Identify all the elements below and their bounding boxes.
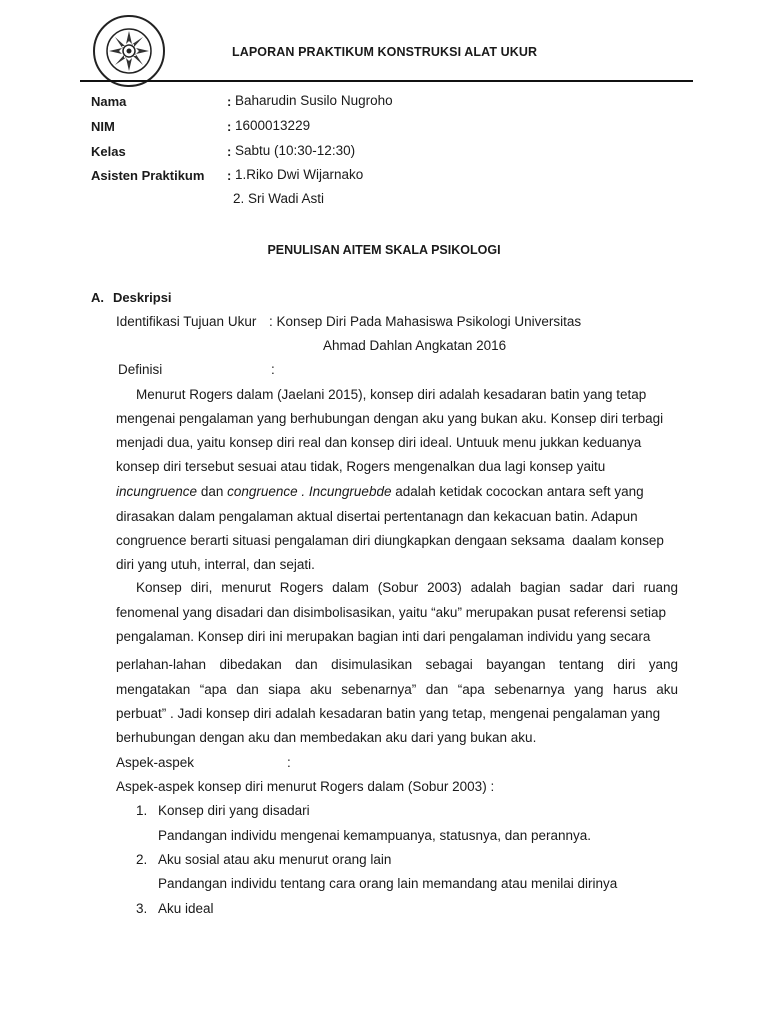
p2-line: mengatakan “apa dan siapa aku sebenarnya” dan “apa sebenarnya yang harus aku <box>116 682 678 697</box>
ident-label: Identifikasi Tujuan Ukur <box>116 314 257 329</box>
list-item-title: Aku sosial atau aku menurut orang lain <box>158 852 392 867</box>
p2-line: fenomenal yang disadari dan disimbolisasikan, yaitu “aku” merupakan pusat referensi setiap <box>116 605 667 620</box>
p1-line: menjadi dua, yaitu konsep diri real dan konsep diri ideal. Untuuk menu jukkan keduanya <box>116 435 642 450</box>
p1-line: congruence berarti situasi pengalaman diri diungkapkan dengaan seksama daalam konsep <box>116 533 664 548</box>
term-incungruence: incungruence <box>116 484 198 499</box>
p1-line: Menurut Rogers dalam (Jaelani 2015), konsep diri adalah kesadaran batin yang tetap <box>136 387 647 402</box>
header-divider <box>80 80 693 82</box>
aspek-colon: : <box>287 755 291 770</box>
section-a-letter: A. <box>91 290 104 305</box>
definisi-colon: : <box>271 362 275 377</box>
p1-line: diri yang utuh, interral, dan sejati. <box>116 557 315 572</box>
list-item-title: Aku ideal <box>158 901 214 916</box>
list-item-desc: Pandangan individu mengenai kemampuanya, statusnya, dan perannya. <box>158 828 592 843</box>
list-item-title: Konsep diri yang disadari <box>158 803 310 818</box>
aspek-label: Aspek-aspek <box>116 755 195 770</box>
section-title: PENULISAN AITEM SKALA PSIKOLOGI <box>267 243 501 257</box>
nim-value: 1600013229 <box>235 118 311 133</box>
definisi-label: Definisi <box>118 362 163 377</box>
nim-label: NIM <box>91 119 115 134</box>
p2-line: berhubungan dengan aku dan membedakan aku dari yang bukan aku. <box>116 730 537 745</box>
name-label: Nama <box>91 94 127 109</box>
p2-line: perlahan-lahan dibedakan dan disimulasikan sebagai bayangan tentang diri yang <box>116 657 678 672</box>
class-colon: : <box>227 144 232 159</box>
list-item-number: 3. <box>136 901 148 916</box>
p1-line: mengenai pengalaman yang berhubungan dengan aku yang bukan aku. Konsep diri terbagi <box>116 411 664 426</box>
report-title: LAPORAN PRAKTIKUM KONSTRUKSI ALAT UKUR <box>232 45 538 59</box>
assistant-label: Asisten Praktikum <box>91 168 205 183</box>
university-logo <box>92 14 166 88</box>
p1-line: konsep diri tersebut sesuai atau tidak, Rogers mengenalkan dua lagi konsep yaitu <box>116 459 606 474</box>
assistant-1: 1.Riko Dwi Wijarnako <box>235 167 364 182</box>
p2-line: pengalaman. Konsep diri ini merupakan bagian inti dari pengalaman individu yang secara <box>116 629 651 644</box>
section-a-title: Deskripsi <box>113 290 172 305</box>
assistant-2: 2. Sri Wadi Asti <box>233 191 325 206</box>
p2-line: perbuat” . Jadi konsep diri adalah kesadaran batin yang tetap, mengenai pengalaman yang <box>116 706 661 721</box>
list-item-number: 1. <box>136 803 148 818</box>
list-item-desc: Pandangan individu tentang cara orang lain memandang atau menilai dirinya <box>158 876 618 891</box>
name-value: Baharudin Susilo Nugroho <box>235 93 393 108</box>
nim-colon: : <box>227 119 232 134</box>
p1-rest: adalah ketidak cocockan antara seft yang <box>391 484 644 499</box>
p1-line-mixed <box>116 484 644 499</box>
name-colon: : <box>227 94 232 109</box>
class-value: Sabtu (10:30-12:30) <box>235 143 356 158</box>
term-congruence: congruence . Incungruebde <box>227 484 392 499</box>
aspek-intro: Aspek-aspek konsep diri menurut Rogers dalam (Sobur 2003) : <box>116 779 495 794</box>
list-item-number: 2. <box>136 852 148 867</box>
ident-value-2: Ahmad Dahlan Angkatan 2016 <box>323 338 507 353</box>
assistant-colon: : <box>227 168 232 183</box>
p1-line: dirasakan dalam pengalaman aktual disertai pertentanagn dan kekacuan batin. Adapun <box>116 509 638 524</box>
p2-line: Konsep diri, menurut Rogers dalam (Sobur 2003) adalah bagian sadar dari ruang <box>136 580 678 595</box>
p1-connector: dan <box>197 484 228 499</box>
ident-value-1: : Konsep Diri Pada Mahasiswa Psikologi Universitas <box>269 314 582 329</box>
class-label: Kelas <box>91 144 126 159</box>
